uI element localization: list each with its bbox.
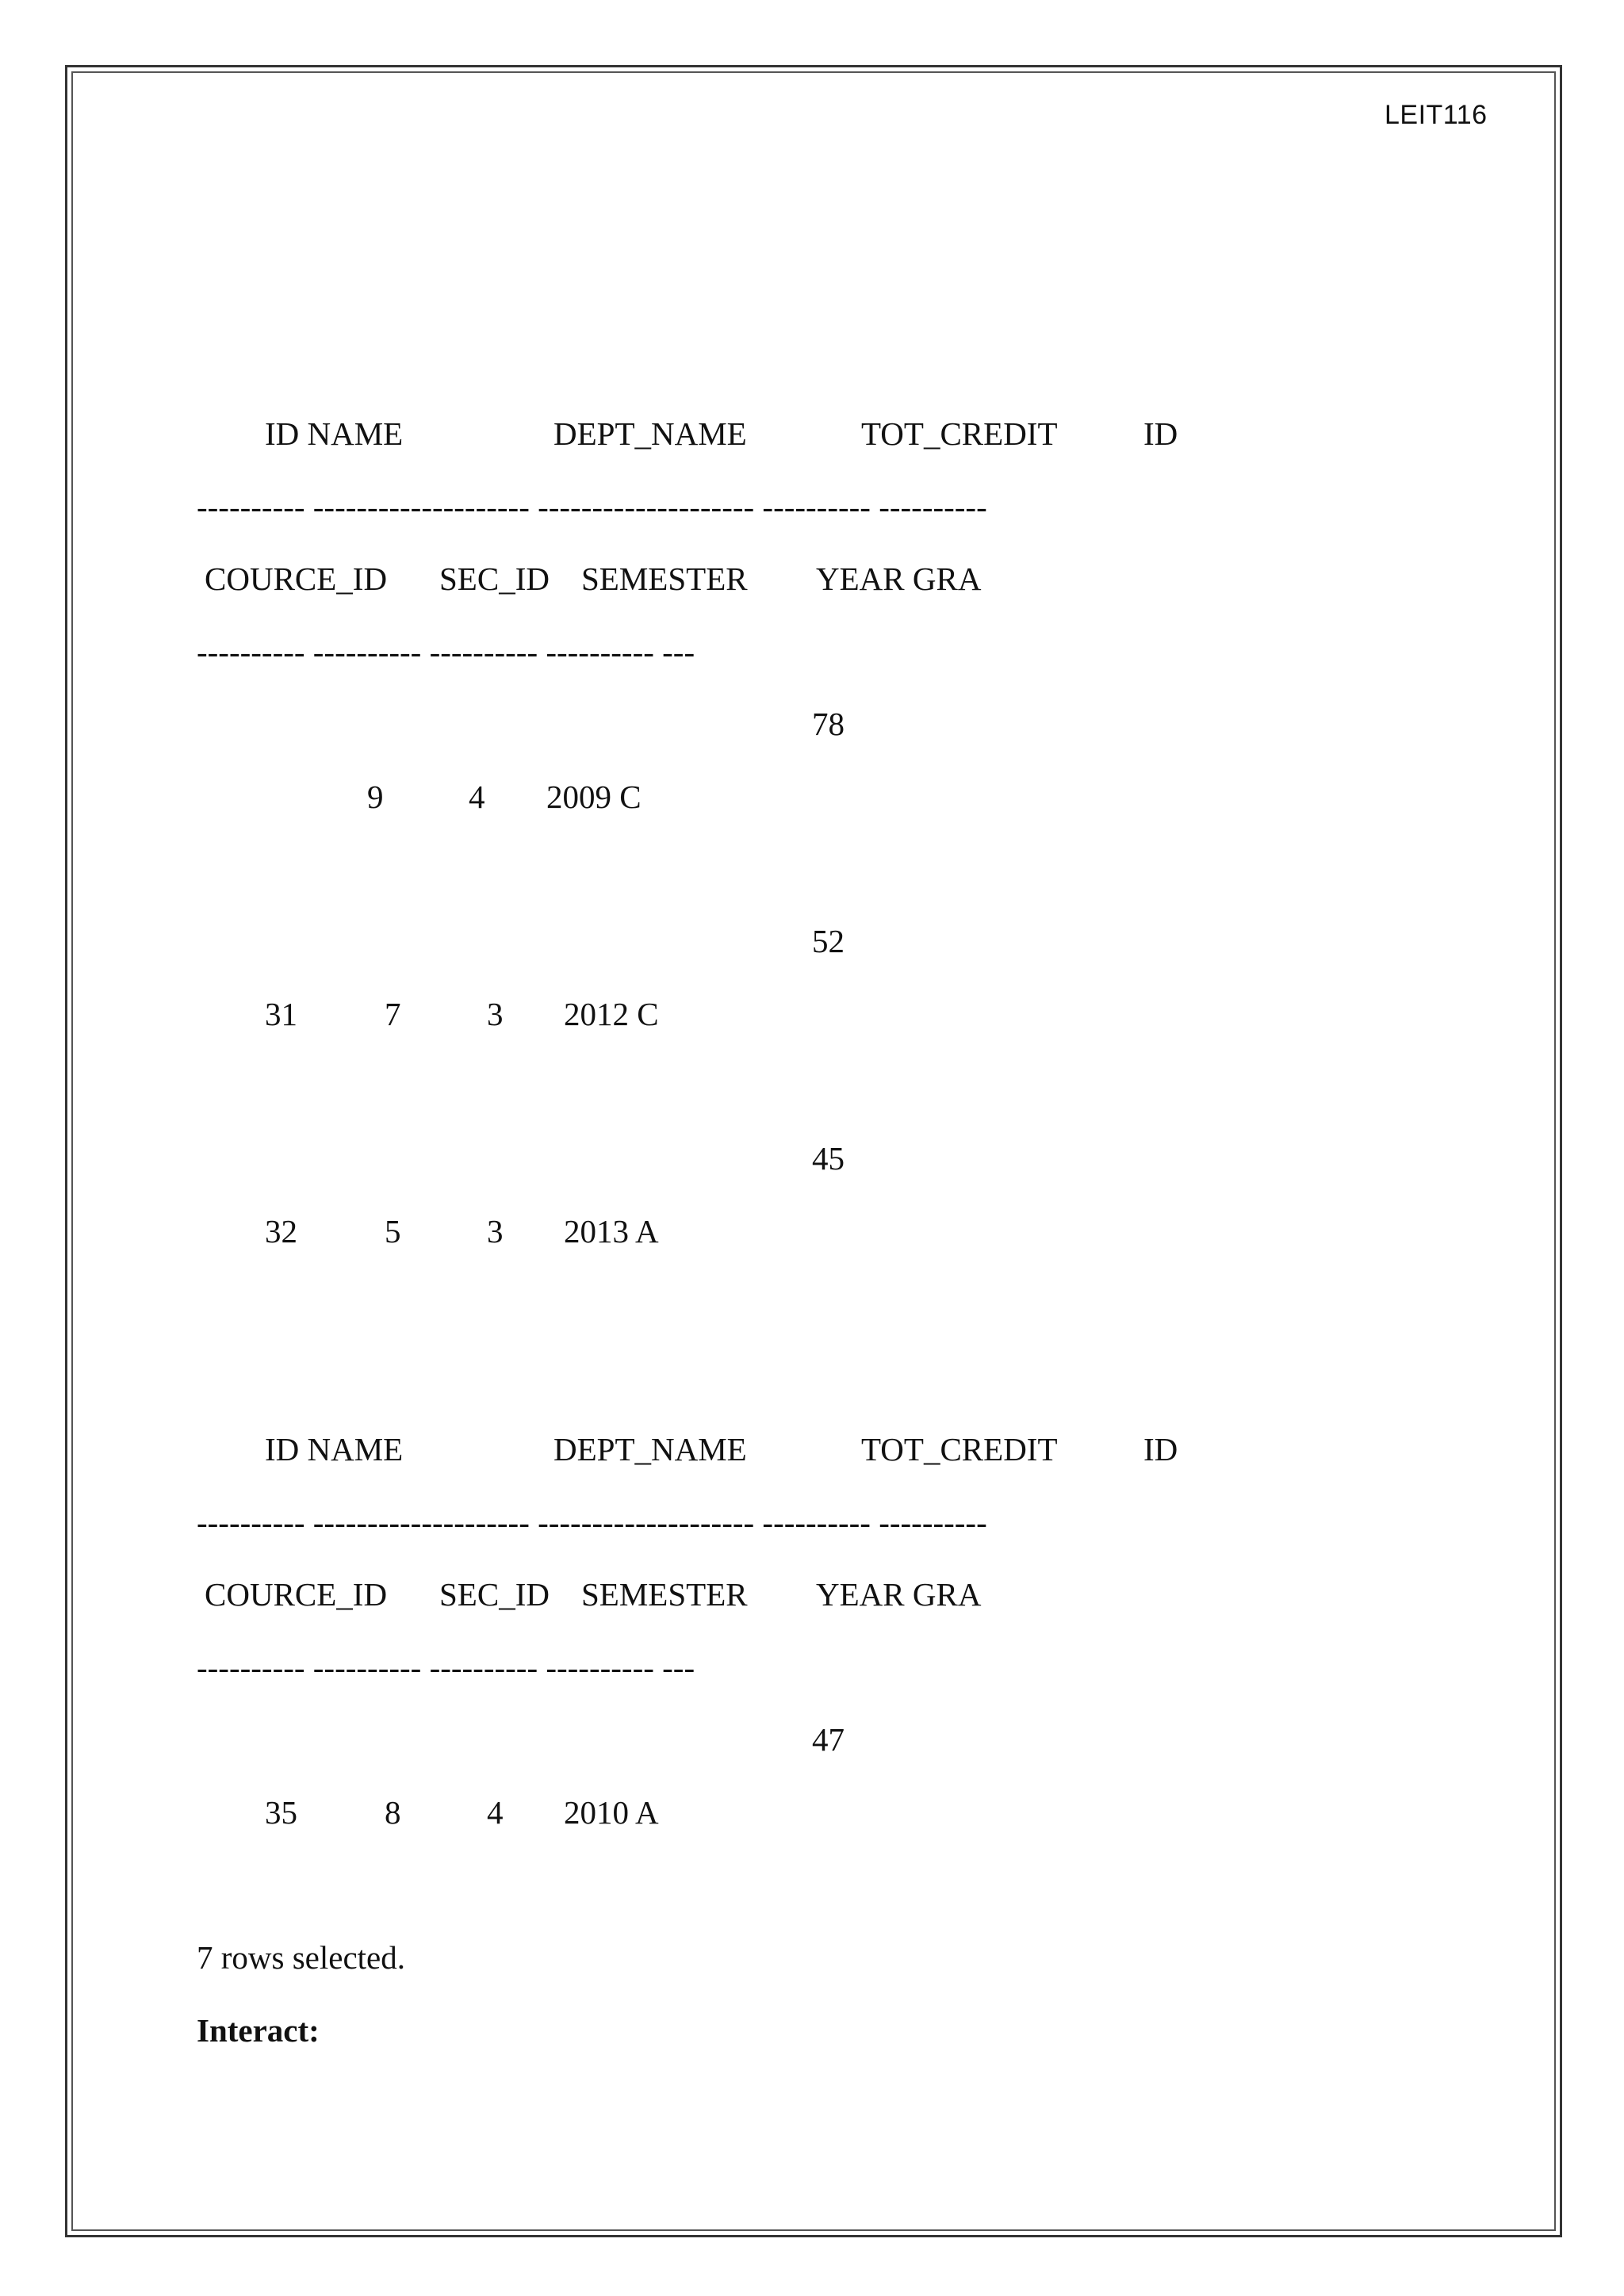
column-header-cource-id: COURCE_ID	[205, 1576, 388, 1613]
cell-year-grade: 2009 C	[546, 779, 642, 815]
separator-line: ---------- ---------- ---------- ---------- ---	[197, 633, 695, 670]
cell-tot-credit: 47	[812, 1721, 845, 1758]
cell-semester: 3	[487, 1213, 504, 1249]
cell-sec-id: 5	[385, 1213, 401, 1249]
cell-year-grade: 2012 C	[564, 996, 659, 1032]
cell-sec-id: 7	[385, 996, 401, 1032]
column-header-id: ID	[1143, 415, 1178, 452]
column-header-cource-id: COURCE_ID	[205, 561, 388, 597]
cell-sec-id: 9	[367, 779, 384, 815]
cell-cource-id: 32	[265, 1213, 297, 1249]
cell-year-grade: 2010 A	[564, 1794, 659, 1831]
column-header-id: ID	[1143, 1431, 1178, 1468]
column-header-sec-id: SEC_ID	[439, 1576, 550, 1613]
column-header-tot-credit: TOT_CREDIT	[861, 415, 1058, 452]
rows-selected-text: 7 rows selected.	[197, 1939, 405, 1976]
cell-cource-id: 31	[265, 996, 297, 1032]
cell-semester: 3	[487, 996, 504, 1032]
cell-year-grade: 2013 A	[564, 1213, 659, 1249]
column-header-dept-name: DEPT_NAME	[553, 1431, 747, 1468]
separator-line: ---------- ---------- ---------- ---------- ---	[197, 1649, 695, 1686]
document-code: LEIT116	[1385, 100, 1488, 130]
column-header-id-name: ID NAME	[265, 415, 404, 452]
column-header-id-name: ID NAME	[265, 1431, 404, 1468]
column-header-dept-name: DEPT_NAME	[553, 415, 747, 452]
cell-sec-id: 8	[385, 1794, 401, 1831]
column-header-sec-id: SEC_ID	[439, 561, 550, 597]
column-header-tot-credit: TOT_CREDIT	[861, 1431, 1058, 1468]
cell-cource-id: 35	[265, 1794, 297, 1831]
cell-tot-credit: 78	[812, 706, 845, 742]
separator-line: ---------- -------------------- -------------------- ---------- ----------	[197, 1504, 987, 1540]
column-header-semester: SEMESTER	[581, 1576, 748, 1613]
cell-tot-credit: 52	[812, 923, 845, 959]
cell-semester: 4	[469, 779, 485, 815]
interact-heading: Interact:	[197, 2012, 320, 2049]
cell-semester: 4	[487, 1794, 504, 1831]
column-header-year-gra: YEAR GRA	[816, 1576, 982, 1613]
cell-tot-credit: 45	[812, 1140, 845, 1177]
column-header-semester: SEMESTER	[581, 561, 748, 597]
separator-line: ---------- -------------------- -------------------- ---------- ----------	[197, 488, 987, 525]
column-header-year-gra: YEAR GRA	[816, 561, 982, 597]
